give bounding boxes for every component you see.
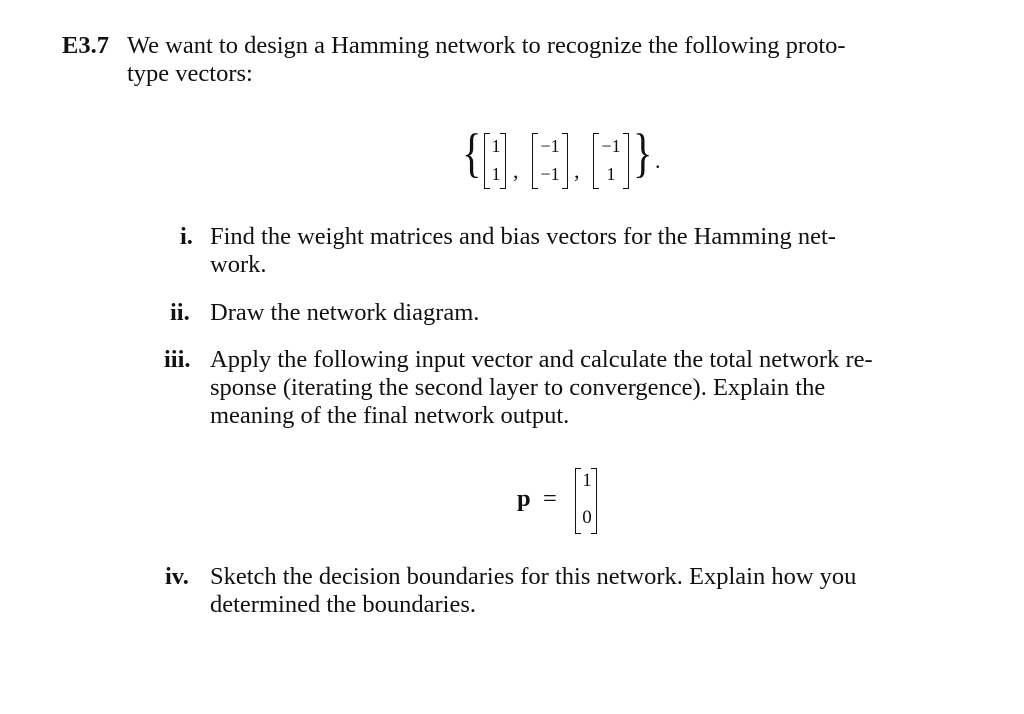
item-i-line-2: work. <box>210 251 267 278</box>
vector-2-comma: , <box>574 158 580 183</box>
input-vector-symbol: p <box>517 485 531 512</box>
item-iii-label: iii. <box>164 346 191 373</box>
input-vector-right-bracket <box>591 468 597 534</box>
vector-1-comma: , <box>513 158 519 183</box>
item-i-line-1: Find the weight matrices and bias vectors for the Hamming net- <box>210 223 836 250</box>
item-iii-line-1: Apply the following input vector and calculate the total network re- <box>210 346 873 373</box>
equals-sign: = <box>543 485 557 512</box>
vector-3-row-2: 1 <box>606 164 616 184</box>
set-close-brace: } <box>633 123 653 183</box>
item-iv-line-1: Sketch the decision boundaries for this network. Explain how you <box>210 563 857 590</box>
vector-2-row-2: −1 <box>540 164 560 184</box>
vector-1-right-bracket <box>500 133 506 189</box>
intro-line-1: We want to design a Hamming network to recognize the following proto- <box>127 32 846 59</box>
exercise-number: E3.7 <box>62 32 109 59</box>
vector-3-right-bracket <box>623 133 629 189</box>
set-period: . <box>655 148 661 173</box>
set-open-brace: { <box>462 123 482 183</box>
input-vector-row-2: 0 <box>582 507 592 528</box>
item-i-label: i. <box>180 223 193 250</box>
intro-line-2: type vectors: <box>127 60 253 87</box>
item-iv-label: iv. <box>165 563 189 590</box>
vector-3-row-1: −1 <box>601 136 621 156</box>
input-vector-row-1: 1 <box>582 470 592 491</box>
item-ii-line-1: Draw the network diagram. <box>210 299 480 326</box>
item-iv-line-2: determined the boundaries. <box>210 591 477 618</box>
item-iii-line-3: meaning of the final network output. <box>210 402 570 429</box>
item-ii-label: ii. <box>170 299 190 326</box>
item-iii-line-2: sponse (iterating the second layer to convergence). Explain the <box>210 374 826 401</box>
vector-1-row-2: 1 <box>491 164 501 184</box>
vector-2-right-bracket <box>562 133 568 189</box>
vector-2-row-1: −1 <box>540 136 560 156</box>
vector-1-row-1: 1 <box>491 136 501 156</box>
